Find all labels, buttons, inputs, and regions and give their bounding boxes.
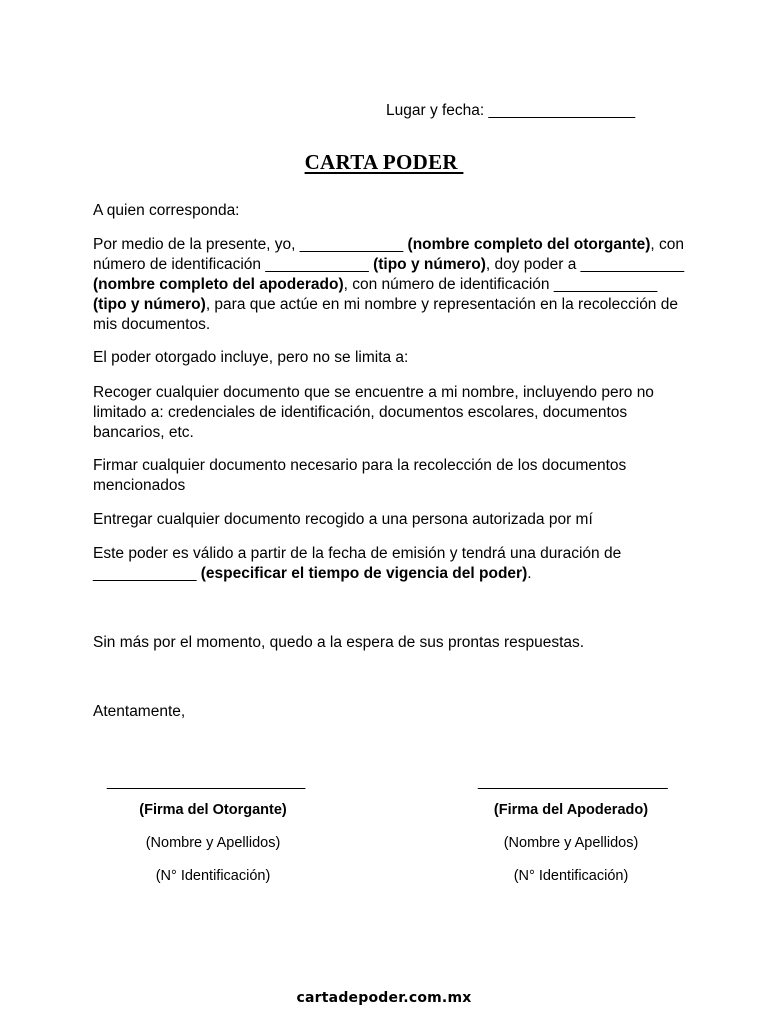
paragraph-sign: Firmar cualquier documento necesario para la recolección de los documentos mencionados bbox=[93, 457, 627, 494]
intro-text-1: Por medio de la presente, yo, ____________ bbox=[93, 236, 408, 253]
validity-text-2: . bbox=[527, 565, 532, 582]
attorney-role: (Firma del Apoderado) bbox=[493, 802, 649, 818]
signature-line-attorney: ______________________ bbox=[478, 773, 668, 790]
paragraph-intro bbox=[93, 235, 685, 335]
grantor-role: (Firma del Otorgante) bbox=[139, 802, 287, 818]
signature-line-grantor: _______________________ bbox=[107, 773, 306, 790]
paragraph-validity bbox=[93, 544, 685, 584]
validity-text-1: Este poder es válido a partir de la fecha de emisión y tendrá una duración de ____________ bbox=[93, 545, 622, 582]
document-title-text: CARTA PODER bbox=[304, 150, 464, 174]
paragraph-scope: El poder otorgado incluye, pero no se limita a: bbox=[93, 349, 409, 366]
intro-text-2: , con número de identificación ____________ bbox=[93, 236, 684, 273]
footer-website: cartadepoder.com.mx bbox=[296, 990, 472, 1006]
intro-text-5: , para que actúe en mi nombre y representación en la recolección de mis documentos. bbox=[93, 296, 678, 333]
place-date-field: Lugar y fecha: _________________ bbox=[386, 102, 636, 119]
intro-text-3: , doy poder a ____________ bbox=[485, 256, 685, 273]
document-title bbox=[0, 150, 768, 175]
intro-text-4: , con número de identificación ____________ bbox=[343, 276, 658, 293]
grantor-id: (N° Identificación) bbox=[155, 868, 271, 884]
farewell-text: Atentamente, bbox=[93, 703, 186, 720]
grantor-name: (Nombre y Apellidos) bbox=[145, 835, 281, 851]
salutation: A quien corresponda: bbox=[93, 202, 240, 219]
attorney-id: (N° Identificación) bbox=[513, 868, 629, 884]
intro-placeholder-id-type-2: (tipo y número) bbox=[93, 296, 206, 313]
paragraph-collect: Recoger cualquier documento que se encuentre a mi nombre, incluyendo pero no limitado a: credenciales de identificación, documentos escolares, documentos bancarios, etc. bbox=[93, 384, 654, 441]
validity-placeholder: (especificar el tiempo de vigencia del poder) bbox=[200, 565, 528, 582]
closing-text: Sin más por el momento, quedo a la espera de sus prontas respuestas. bbox=[93, 634, 585, 651]
intro-placeholder-attorney: (nombre completo del apoderado) bbox=[93, 276, 344, 293]
intro-placeholder-id-type: (tipo y número) bbox=[373, 256, 486, 273]
attorney-name: (Nombre y Apellidos) bbox=[503, 835, 639, 851]
intro-placeholder-grantor: (nombre completo del otorgante) bbox=[407, 236, 651, 253]
paragraph-deliver: Entregar cualquier documento recogido a una persona autorizada por mí bbox=[93, 511, 593, 528]
